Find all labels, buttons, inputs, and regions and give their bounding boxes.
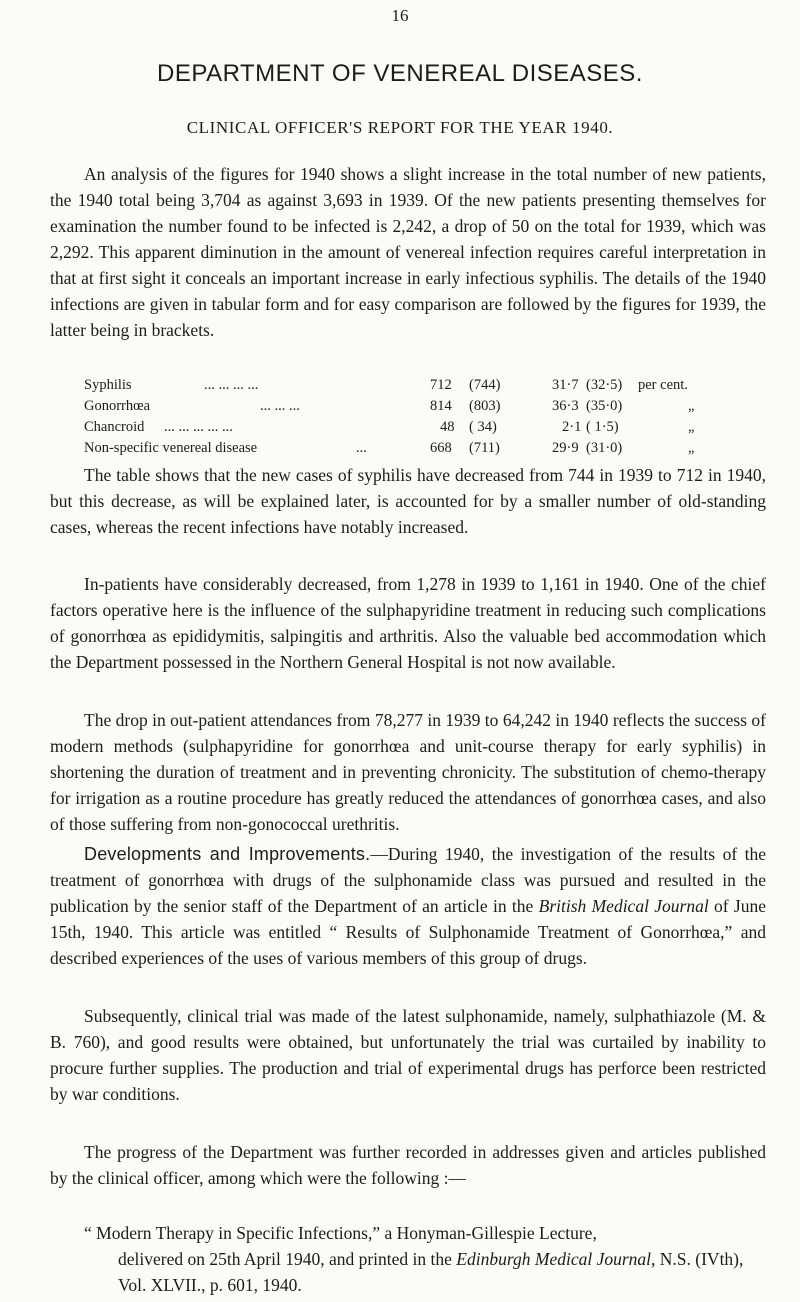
paragraph-syphilis: The table shows that the new cases of syphilis have decreased from 744 in 1939 to 712 in 1940, but this decrease, as will be explained later, is accounted for by a smaller number of old-standing cases, whereas the recent infections have notably increased. [50,465,766,537]
count-1939: (711) [469,440,500,456]
paragraph-analysis: An analysis of the figures for 1940 shows a slight increase in the total number of new patients, the 1940 total being 3,704 as against 3,693 in 1939. Of the new patients presenting themselves for examination the number found to be infected is 2,242, a drop of 50 on the total for 1939, which was 2,292. This apparent diminution in the amount of venereal infection requires careful interpretation in that at first sight it conceals an important increase in early infectious syphilis. The details of the 1940 infections are given in tabular form and for easy comparison are followed by the figures for 1939, the latter being in brackets. [50,164,766,340]
paragraph-outpatients: The drop in out-patient attendances from 78,277 in 1939 to 64,242 in 1940 reflects the success of modern methods (sulphapyridine for gonorrhœa and unit-course therapy for early syphilis) in shortening the duration of treatment and in preventing chronicity. The substitution of chemo-therapy for irrigation as a routine procedure has greatly reduced the attendances of gonorrhœa cases, and also of those suffering from non-gonococcal urethritis. [50,710,766,834]
count-1940: 668 [430,440,452,456]
leader-dots: ... [356,440,367,456]
paragraph-sulphathiazole: Subsequently, clinical trial was made of the latest sulphonamide, namely, sulphathiazole (M. & B. 760), and good results were obtained, but unfortunately the trial was curtailed by inability to procure further supplies. The production and trial of experimental drugs has perforce been restricted by war conditions. [50,1006,766,1104]
row-label: Syphilis [84,377,132,393]
row-label: Chancroid [84,419,145,435]
percent-1939: ( 1·5) [586,419,619,435]
paragraph-developments [50,841,766,971]
citation-text: , N.S. (IVth), Vol. XLVII., p. 601, 1940. [118,1249,744,1295]
percent-1940: 2·1 [562,419,582,435]
paragraph-text: of June 15th, 1940. This article was entitled “ Results of Sulphonamide Treatment of Gonorrhœa,” and described experiences of the uses of various members of this group of drugs. [50,896,766,968]
leader-dots: ... ... ... ... [204,377,259,393]
count-1939: ( 34) [469,419,497,435]
report-subtitle: CLINICAL OFFICER'S REPORT FOR THE YEAR 1940. [186,118,614,137]
count-1940: 48 [440,419,455,435]
citation [84,1220,764,1298]
count-1939: (803) [469,398,501,414]
percent-1940: 29·9 [552,440,579,456]
percent-1940: 31·7 [552,377,579,393]
percent-1939: (35·0) [586,398,623,414]
percent-1939: (31·0) [586,440,623,456]
journal-title: Edinburgh Medical Journal [456,1249,652,1269]
paragraph-inpatients: In-patients have considerably decreased, from 1,278 in 1939 to 1,161 in 1940. One of the chief factors operative here is the influence of the sulphapyridine treatment in reducing such complications of gonorrhœa as epididymitis, salpingitis and arthritis. Also the valuable bed accommodation which the Department possessed in the Northern General Hospital is not now available. [50,574,766,672]
unit-label: „ [688,440,695,456]
section-heading: Developments and Improvements. [84,844,371,864]
citation-text: delivered on 25th April 1940, and printed in the [118,1249,457,1269]
citation-continuation [84,1246,764,1298]
percent-1940: 36·3 [552,398,579,414]
leader-dots: ... ... ... [260,398,300,414]
page-number: 16 [391,6,409,25]
percent-1939: (32·5) [586,377,623,393]
leader-dots: ... ... ... ... ... [164,419,233,435]
paragraph-text: —During 1940, the investigation of the results of the treatment of gonorrhœa with drugs of the sulphonamide class was pursued and resulted in the publication by the senior staff of the Department of an article in the [50,844,766,916]
citation-line: “ Modern Therapy in Specific Infections,” a Honyman-Gillespie Lecture, [84,1223,597,1243]
unit-label: „ [688,419,695,435]
count-1939: (744) [469,377,501,393]
paragraph-progress: The progress of the Department was further recorded in addresses given and articles published by the clinical officer, among which were the following :— [50,1142,766,1188]
count-1940: 712 [430,377,452,393]
page-title: DEPARTMENT OF VENEREAL DISEASES. [157,60,643,87]
row-label: Gonorrhœa [84,398,151,414]
unit-label: per cent. [638,377,688,393]
journal-title: British Medical Journal [538,896,709,916]
row-label: Non-specific venereal disease [84,440,258,456]
count-1940: 814 [430,398,452,414]
unit-label: „ [688,398,695,414]
